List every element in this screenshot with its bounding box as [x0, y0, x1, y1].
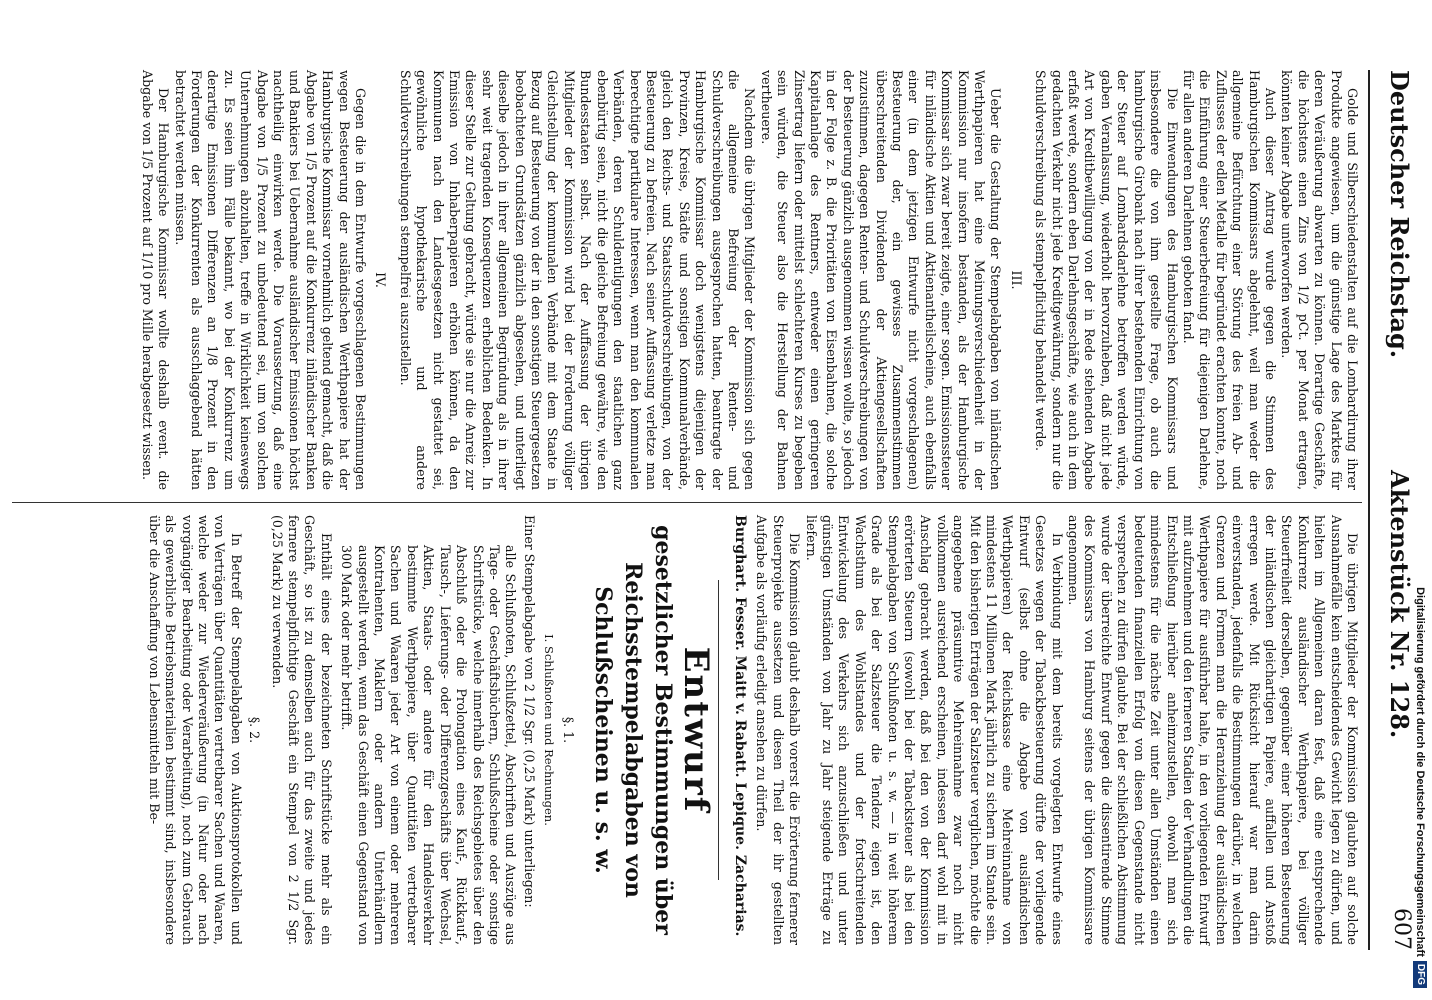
header-rule	[1368, 70, 1370, 950]
watermark-text-box	[1408, 0, 1432, 1000]
paragraph: Golde und Silberschiedenstalten auf die Lombardirung ihrer Produkte angewiesen, um die günstige Lage des Marktes für deren Veräußerung abwarten zu können. Derartige Geschäfte, die höchstens einen Zins von 1/2 pCt. per Monat ertragen, könnten keiner Abgabe unterworfen werden.	[1279, 70, 1360, 490]
paragraph-number: §. 1.	[560, 716, 576, 744]
right-column	[145, 515, 1360, 945]
section-divider	[718, 580, 719, 880]
paragraph: Der Hamburgische Kommissar wollte deshalb event. die Abgabe von 1/5 Prozent auf 1/10 pro Mille herabgesetzt wissen.	[139, 70, 172, 490]
digitization-watermark	[1408, 0, 1432, 1000]
page-number: 607	[1389, 908, 1414, 950]
paragraph-number: §. 2.	[247, 716, 263, 744]
paragraph: Ueber die Gestaltung der Stempelabgaben von inländischen Werthpapieren hat eine Meinungsverschiedenheit in der Kommission nur insofern bestanden, als der Hamburgische Kommissar sich zwar bereit zeigte, einer sogen. Emissionssteuer für inländische Aktien und Aktienantheilscheine, auch ebenfalls einer (in dem jetzigen Entwurfe nicht vorgeschlagenen) Besteuerung der, ein gewisses Zusammenstimmen überschreitenden Dividenden der Aktiengesellschaften zuzustimmen, dagegen Renten- und Schuldverschreibungen von der Besteuerung gänzlich ausgenommen wissen wollte, so jedoch in der Folge z. B. die Prioritäten von Eisenbahnen, die solche Kapitalanlage des Rentners, entweder einen geringeren Zinsertrag liefern oder mittelst schlechteren Kurses zu begeben sein würden, die Steuer also die Herstellung der Bahnen vertheuere.	[758, 70, 1004, 490]
paragraph: Die Einwendungen des Hamburgischen Kommissars und insbesondere die von ihm gestellte Frage, ob auch die hamburgische Girobank nach ihrer bestehenden Einrichtung von der Steuer auf Lombardsdarlehne betroffen werden würde, gaben Veranlassung, wiederholt hervorzuheben, daß nicht jede Art von Kreditbewilligung von der in Rede stehenden Abgabe erfaßt werde, sondern eben Darlehnsgeschäfte, wie auch in dem gedachten Verkehr nicht jede Kreditgewährung, sondern nur die Schuldverschreibung als stempelpflichtig behandelt werde.	[1033, 70, 1180, 490]
document-number: Aktenstück Nr. 128.	[1385, 470, 1414, 739]
subsection-heading: I. Schlußnoten und Rechnungen.	[542, 634, 557, 826]
section-heading: III.	[1008, 270, 1024, 290]
column-divider	[12, 502, 1362, 503]
left-column	[138, 70, 1360, 490]
paragraph: In Betreff der Stempelabgaben von Auktionsprotokollen und von Verträgen über Quantitäten vertretbarer Sachen und Waaren, welche weder zur Wiederveräußerung (in Natur oder nach vorgängiger Bearbeitung oder Verarbeitung), noch zum Gebrauch als gewerbliche Betriebsmaterialien bestimmt sind, insbesondere über die Anschaffung von Lebensmitteln mit Be-	[146, 515, 244, 945]
paragraph: In Verbindung mit dem bereits vorgelegten Entwurfe eines Gesetzes wegen der Tabackbesteuerung dürfte der vorliegende Entwurf (selbst ohne die Abgabe von ausländischen Werthpapieren) der Reichskasse eine Mehreinnahme von mindestens 11 Millionen Mark jährlich zu sichern im Stande sein. Mit den bisherigen Erträgen der Salzsteuer verglichen, möchte die angegebene präsumtive Mehreinnahme zwar noch nicht vollkommen ausreichend erscheinen, indessen darf wohl mit in Anschlag gebracht werden, daß bei den von der Kommission erörterten Steuern (sowohl bei der Tabacksteuer als bei den Stempelabgaben von Schlußnoten u. s. w. — in weit höherem Grade als bei der Salzsteuer die Tendenz eigen ist, den Wachsthum des Wohlstandes und der fortschreitenden Entwickelung des Verkehrs sich anzuschließen und unter günstigen Umständen von Jahr zu Jahr steigende Erträge zu liefern.	[803, 515, 1065, 945]
section-heading: IV.	[373, 272, 389, 288]
paragraph: Enthält eines der bezeichneten Schriftstücke mehr als ein Geschäft, so ist zu demselben auch für das zweite und jedes fernere stempelpflichtige Geschäft ein Stempel von 2 1/2 Sgr. (0,25 Mark) zu verwenden.	[269, 515, 334, 945]
paragraph: Nachdem die übrigen Mitglieder der Kommission sich gegen die allgemeine Befreiung der Renten- und Schuldverschreibungen ausgesprochen hatten, beantragte der Hamburgische Kommissar doch wenigstens diejenigen der Provinzen, Kreise, Städte und sonstigen Kommunalverbände, gleich den Reichs- und Staatsschuldverschreibungen, von der Besteuerung zu befreien. Nach seiner Auffassung verletze man berechtigte partikulare Interessen, wenn man den kommunalen Verbänden, deren Schuldentilgungen den staatlichen ganz ebenbürtig seien, nicht die gleiche Befreiung gewähre, wie den Bundesstaaten selbst. Nach der Auffassung der übrigen Mitglieder der Kommission wird bei der Forderung völliger Gleichstellung der kommunalen Verbände mit dem Staate in Bezug auf Besteuerung von der in den sonstigen Steuergesetzen beobachteten Grundsätzen gänzlich abgesehen, und unterliegt dieselbe jedoch in ihrer allgemeinen Begründung als in ihrer sehr weit tragenden Konsequenzen erheblichen Bedenken. In dieser Stelle zur Geltung gebracht, würde sie nur die Anreiz zur Emission von Inhaberpapieren erhöhen können, da den Kommunen nach den Landesgesetzen nicht gestattet sei, gewöhnliche hypothekarische und andere Schuldverschreibungen stempelfrei auszustellen.	[397, 70, 758, 490]
signature-names: Burghart. Fesser. Maitt v. Rabatt. Lepique. Zacharias.	[731, 515, 748, 937]
draft-subtitle: gesetzlicher Bestimmungen über Reichsstempelabgaben von Schlußscheinen u. s. w.	[589, 525, 676, 935]
paragraph: Einer Stempelabgabe von 2 1/2 Sgr. (0,25 Mark) unterliegen:	[521, 515, 537, 908]
paragraph: alle Schlußnoten, Schlußzettel, Abschriften und Auszüge aus Tage- oder Geschäftsbüchern, Schlußscheine oder sonstige Schriftstücke, welche innerhalb des Reichsgebietes über den Abschluß oder die Prolongation eines Kauf-, Rückkauf-, Tausch-, Lieferungs- oder Differenzgeschäfts über Wechsel, Aktien, Staats- oder andere für den Handelsverkehr bestimmte Werthpapiere, über Quantitäten vertretbarer Sachen und Waaren jeder Art von einem oder mehreren Kontrahenten, Maklern oder andern Unterhändlern ausgestellt werden, wenn das Geschäft einen Gegenstand von 300 Mark oder mehr betrifft.	[339, 545, 519, 945]
publication-title: Deutscher Reichstag.	[1385, 70, 1414, 359]
watermark-text: Digitalisierung gefördert durch die Deutsche Forschungsgemeinschaft	[1414, 587, 1426, 957]
paragraph: Gegen die in dem Entwurfe vorgeschlagenen Bestimmungen wegen Besteuerung der ausländischen Werthpapiere hat der Hamburgische Kommissar vornehmlich geltend gemacht, daß die Abgabe von 1/5 Prozent auf die Konkurrenz inländischer Banken und Bankiers bei Uebernahme ausländischer Emissionen höchst nachtheilig einwirken werde. Die Voraussetzung, daß eine Abgabe von 1/5 Prozent zu unbedeutend sei, um von solchen Unternehmungen abzuhalten, treffe in Wirklichkeit keineswegs zu. Es seien ihm Fälle bekannt, wo bei der Konkurrenz um derartige Emissionen Differenzen an 1/8 Prozent in den Forderungen der Konkurrenten als ausschlaggebend hätten betrachtet werden müssen.	[172, 70, 369, 490]
paragraph: Die Kommission glaubt deshalb vorerst die Erörterung fernerer Steuerprojekte aussetzen und diesen Theil der ihr gestellten Aufgabe als vorläufig erledigt ansehen zu dürfen.	[754, 515, 803, 945]
paragraph: Auch dieser Antrag wurde gegen die Stimmen des Hamburgischen Kommissars abgelehnt, weil man weder die allgemeine Befürchtung einer Störung des freien Ab- und Zuflusses der edlen Metalle für begründet erachten konnte, noch die Einführung einer Steuerbefreiung für diejenigen Darlehne, für allen anderen Darlehnen geboten fand.	[1180, 70, 1278, 490]
dfg-logo: DFG	[1413, 961, 1427, 988]
paragraph: Die übrigen Mitglieder der Kommission glaubten auf solche Ausnahmefälle kein entscheidendes Gewicht legen zu dürfen, und hielten im Allgemeinen daran fest, daß eine entsprechende Konkurrenz ausländischer Werthpapiere, bei völliger Steuerfreiheit derselben, gegenüber einer höheren Besteuerung der inländischen gleichartigen Papiere, auffallen und Anstoß erregen werde. Mit Rücksicht hierauf war man darin einverstanden, jedenfalls die Bestimmungen darüber, in welchen Grenzen und Formen man die Heranziehung der ausländischen Werthpapiere für ausführbar halte, in den vorliegenden Entwurf mit aufzunehmen und den ferneren Stadien der Verhandlungen die Entschließung hierüber anheimzustellen, obwohl man sich mindestens für die nächste Zeit unter allen Umständen einen bedeutenden finanziellen Erfolg von diesen Gegenstande nicht versprechen zu dürfen glaubte. Bei der schließlichen Abstimmung wurde der überreichte Entwurf gegen die dissentirende Stimme des Kommissars von Hamburg seitens der übrigen Kommissare angenommen.	[1066, 515, 1360, 945]
draft-title: Entwurf	[675, 646, 716, 814]
